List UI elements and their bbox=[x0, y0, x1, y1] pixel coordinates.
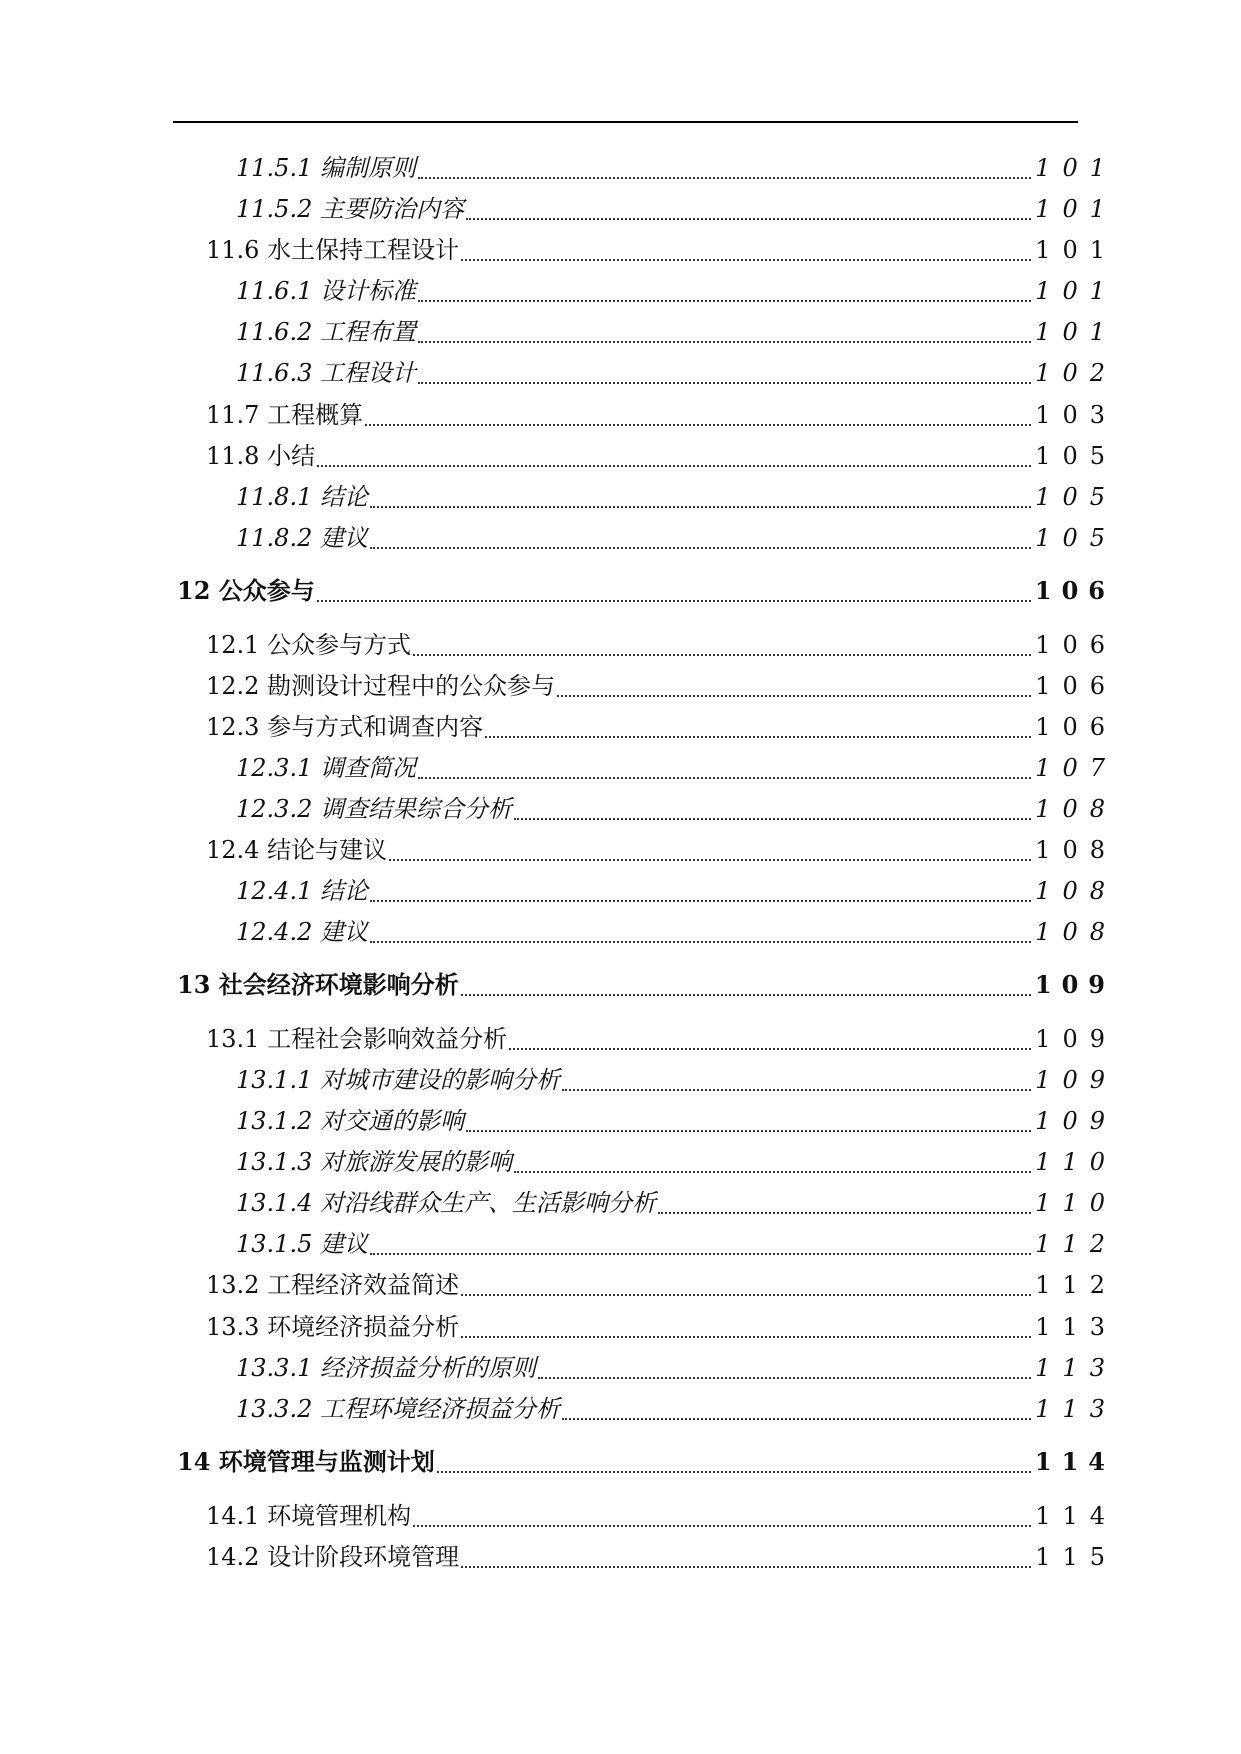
toc-entry-page-number: 113 bbox=[1035, 1354, 1117, 1382]
toc-entry-title: 13.1.4 对沿线群众生产、生活影响分析 bbox=[236, 1189, 656, 1217]
dot-leader bbox=[418, 341, 1031, 343]
toc-entry-title: 12.2 勘测设计过程中的公众参与 bbox=[206, 672, 556, 700]
toc-entry-page-number: 108 bbox=[1035, 795, 1117, 823]
dot-leader bbox=[466, 1130, 1031, 1132]
toc-entry[interactable] bbox=[206, 707, 1117, 747]
toc-entry[interactable] bbox=[206, 1537, 1117, 1577]
dot-leader bbox=[514, 818, 1031, 820]
dot-leader bbox=[437, 1471, 1031, 1473]
toc-entry-title: 11.8.2 建议 bbox=[236, 524, 368, 552]
toc-entry-page-number: 105 bbox=[1035, 483, 1117, 511]
toc-entry-page-number: 114 bbox=[1035, 1502, 1117, 1530]
toc-entry[interactable] bbox=[236, 1224, 1117, 1264]
toc-entry[interactable] bbox=[236, 1142, 1117, 1182]
dot-leader bbox=[370, 900, 1031, 902]
toc-entry[interactable] bbox=[236, 1101, 1117, 1141]
dot-leader bbox=[461, 1336, 1031, 1338]
dot-leader bbox=[557, 695, 1031, 697]
toc-entry[interactable] bbox=[206, 666, 1117, 706]
toc-entry[interactable] bbox=[206, 1265, 1117, 1305]
toc-entry[interactable] bbox=[177, 571, 1115, 611]
toc-entry-title: 13.1.3 对旅游发展的影响 bbox=[236, 1148, 512, 1176]
dot-leader bbox=[485, 736, 1031, 738]
toc-entry-page-number: 106 bbox=[1035, 631, 1117, 659]
toc-entry-page-number: 108 bbox=[1035, 836, 1117, 864]
toc-entry-title: 13 社会经济环境影响分析 bbox=[177, 970, 459, 999]
toc-entry-page-number: 112 bbox=[1035, 1230, 1117, 1258]
toc-entry[interactable] bbox=[206, 625, 1117, 665]
toc-entry-title: 11.5.1 编制原则 bbox=[236, 154, 416, 182]
dot-leader bbox=[370, 506, 1031, 508]
toc-entry-page-number: 110 bbox=[1035, 1148, 1117, 1176]
dot-leader bbox=[418, 177, 1031, 179]
toc-entry-title: 12.3.2 调查结果综合分析 bbox=[236, 795, 512, 823]
header-rule bbox=[173, 121, 1078, 123]
toc-entry-title: 11.8.1 结论 bbox=[236, 483, 368, 511]
toc-entry[interactable] bbox=[236, 312, 1117, 352]
dot-leader bbox=[317, 465, 1031, 467]
toc-entry-page-number: 109 bbox=[1035, 1107, 1117, 1135]
toc-entry-title: 11.6.3 工程设计 bbox=[236, 359, 416, 387]
toc-entry[interactable] bbox=[236, 871, 1117, 911]
dot-leader bbox=[658, 1212, 1031, 1214]
toc-entry-page-number: 114 bbox=[1034, 1447, 1115, 1476]
toc-entry[interactable] bbox=[206, 1496, 1117, 1536]
toc-entry-title: 14 环境管理与监测计划 bbox=[177, 1447, 435, 1476]
toc-entry-title: 13.3 环境经济损益分析 bbox=[206, 1313, 460, 1341]
toc-entry[interactable] bbox=[236, 1060, 1117, 1100]
toc-entry-page-number: 109 bbox=[1035, 1066, 1117, 1094]
toc-entry-title: 12 公众参与 bbox=[177, 576, 315, 605]
dot-leader bbox=[370, 1253, 1031, 1255]
toc-entry[interactable] bbox=[236, 1389, 1117, 1429]
toc-entry-title: 13.1.1 对城市建设的影响分析 bbox=[236, 1066, 560, 1094]
dot-leader bbox=[370, 941, 1031, 943]
toc-entry-page-number: 101 bbox=[1035, 318, 1117, 346]
dot-leader bbox=[317, 600, 1031, 602]
toc-entry-title: 13.3.2 工程环境经济损益分析 bbox=[236, 1395, 560, 1423]
dot-leader bbox=[514, 1171, 1031, 1173]
toc-entry[interactable] bbox=[236, 1183, 1117, 1223]
toc-entry-page-number: 102 bbox=[1035, 359, 1117, 387]
dot-leader bbox=[461, 259, 1031, 261]
toc-entry[interactable] bbox=[236, 189, 1117, 229]
dot-leader bbox=[418, 382, 1031, 384]
toc-entry[interactable] bbox=[206, 436, 1117, 476]
toc-entry[interactable] bbox=[236, 1348, 1117, 1388]
toc-entry-page-number: 113 bbox=[1035, 1313, 1117, 1341]
toc-entry[interactable] bbox=[206, 1307, 1117, 1347]
dot-leader bbox=[418, 777, 1031, 779]
toc-entry-page-number: 107 bbox=[1035, 754, 1117, 782]
toc-entry[interactable] bbox=[236, 518, 1117, 558]
toc-entry[interactable] bbox=[236, 353, 1117, 393]
toc-entry-title: 12.4.1 结论 bbox=[236, 877, 368, 905]
toc-entry-title: 13.1.2 对交通的影响 bbox=[236, 1107, 464, 1135]
dot-leader bbox=[461, 1566, 1031, 1568]
toc-entry-page-number: 115 bbox=[1035, 1543, 1117, 1571]
toc-entry-title: 14.2 设计阶段环境管理 bbox=[206, 1543, 460, 1571]
toc-entry[interactable] bbox=[206, 395, 1117, 435]
toc-entry-page-number: 103 bbox=[1035, 401, 1117, 429]
toc-entry-page-number: 113 bbox=[1035, 1395, 1117, 1423]
toc-entry[interactable] bbox=[236, 271, 1117, 311]
dot-leader bbox=[509, 1048, 1031, 1050]
dot-leader bbox=[413, 1525, 1031, 1527]
toc-entry-page-number: 109 bbox=[1035, 1025, 1117, 1053]
dot-leader bbox=[365, 424, 1031, 426]
toc-entry-title: 12.4 结论与建议 bbox=[206, 836, 388, 864]
toc-entry-title: 11.5.2 主要防治内容 bbox=[236, 195, 464, 223]
toc-entry-title: 12.3.1 调查简况 bbox=[236, 754, 416, 782]
toc-entry-page-number: 106 bbox=[1035, 713, 1117, 741]
toc-entry-page-number: 101 bbox=[1035, 154, 1117, 182]
toc-entry-title: 12.1 公众参与方式 bbox=[206, 631, 412, 659]
toc-entry-page-number: 108 bbox=[1035, 918, 1117, 946]
toc-entry-page-number: 101 bbox=[1035, 195, 1117, 223]
toc-entry-page-number: 106 bbox=[1035, 672, 1117, 700]
toc-entry[interactable] bbox=[236, 477, 1117, 517]
toc-entry-title: 13.3.1 经济损益分析的原则 bbox=[236, 1354, 536, 1382]
dot-leader bbox=[538, 1377, 1031, 1379]
toc-entry-title: 13.1.5 建议 bbox=[236, 1230, 368, 1258]
toc-entry[interactable] bbox=[206, 230, 1117, 270]
toc-entry[interactable] bbox=[206, 830, 1117, 870]
toc-entry-title: 12.4.2 建议 bbox=[236, 918, 368, 946]
toc-entry-page-number: 109 bbox=[1034, 970, 1115, 999]
dot-leader bbox=[418, 300, 1031, 302]
toc-entry-title: 11.6 水土保持工程设计 bbox=[206, 236, 460, 264]
toc-entry-title: 11.8 小结 bbox=[206, 442, 316, 470]
toc-entry-title: 13.2 工程经济效益简述 bbox=[206, 1271, 460, 1299]
toc-entry-title: 11.7 工程概算 bbox=[206, 401, 364, 429]
toc-entry-title: 13.1 工程社会影响效益分析 bbox=[206, 1025, 508, 1053]
toc-entry-title: 11.6.1 设计标准 bbox=[236, 277, 416, 305]
dot-leader bbox=[562, 1418, 1031, 1420]
toc-entry-page-number: 112 bbox=[1035, 1271, 1117, 1299]
toc-entry[interactable] bbox=[206, 1019, 1117, 1059]
dot-leader bbox=[389, 859, 1031, 861]
toc-entry[interactable] bbox=[236, 789, 1117, 829]
dot-leader bbox=[461, 1294, 1031, 1296]
toc-entry-page-number: 101 bbox=[1035, 236, 1117, 264]
toc-entry-title: 14.1 环境管理机构 bbox=[206, 1502, 412, 1530]
dot-leader bbox=[466, 218, 1031, 220]
toc-entry[interactable] bbox=[177, 1442, 1115, 1482]
toc-entry-page-number: 105 bbox=[1035, 524, 1117, 552]
toc-entry-page-number: 101 bbox=[1035, 277, 1117, 305]
toc-entry[interactable] bbox=[177, 965, 1115, 1005]
dot-leader bbox=[370, 547, 1031, 549]
toc-entry-title: 11.6.2 工程布置 bbox=[236, 318, 416, 346]
toc-entry-page-number: 106 bbox=[1034, 576, 1115, 605]
dot-leader bbox=[461, 994, 1031, 996]
dot-leader bbox=[562, 1089, 1031, 1091]
toc-entry-page-number: 105 bbox=[1035, 442, 1117, 470]
toc-entry-title: 12.3 参与方式和调查内容 bbox=[206, 713, 484, 741]
toc-entry[interactable] bbox=[236, 148, 1117, 188]
toc-entry[interactable] bbox=[236, 748, 1117, 788]
toc-entry-page-number: 108 bbox=[1035, 877, 1117, 905]
dot-leader bbox=[413, 654, 1031, 656]
toc-entry-page-number: 110 bbox=[1035, 1189, 1117, 1217]
toc-entry[interactable] bbox=[236, 912, 1117, 952]
